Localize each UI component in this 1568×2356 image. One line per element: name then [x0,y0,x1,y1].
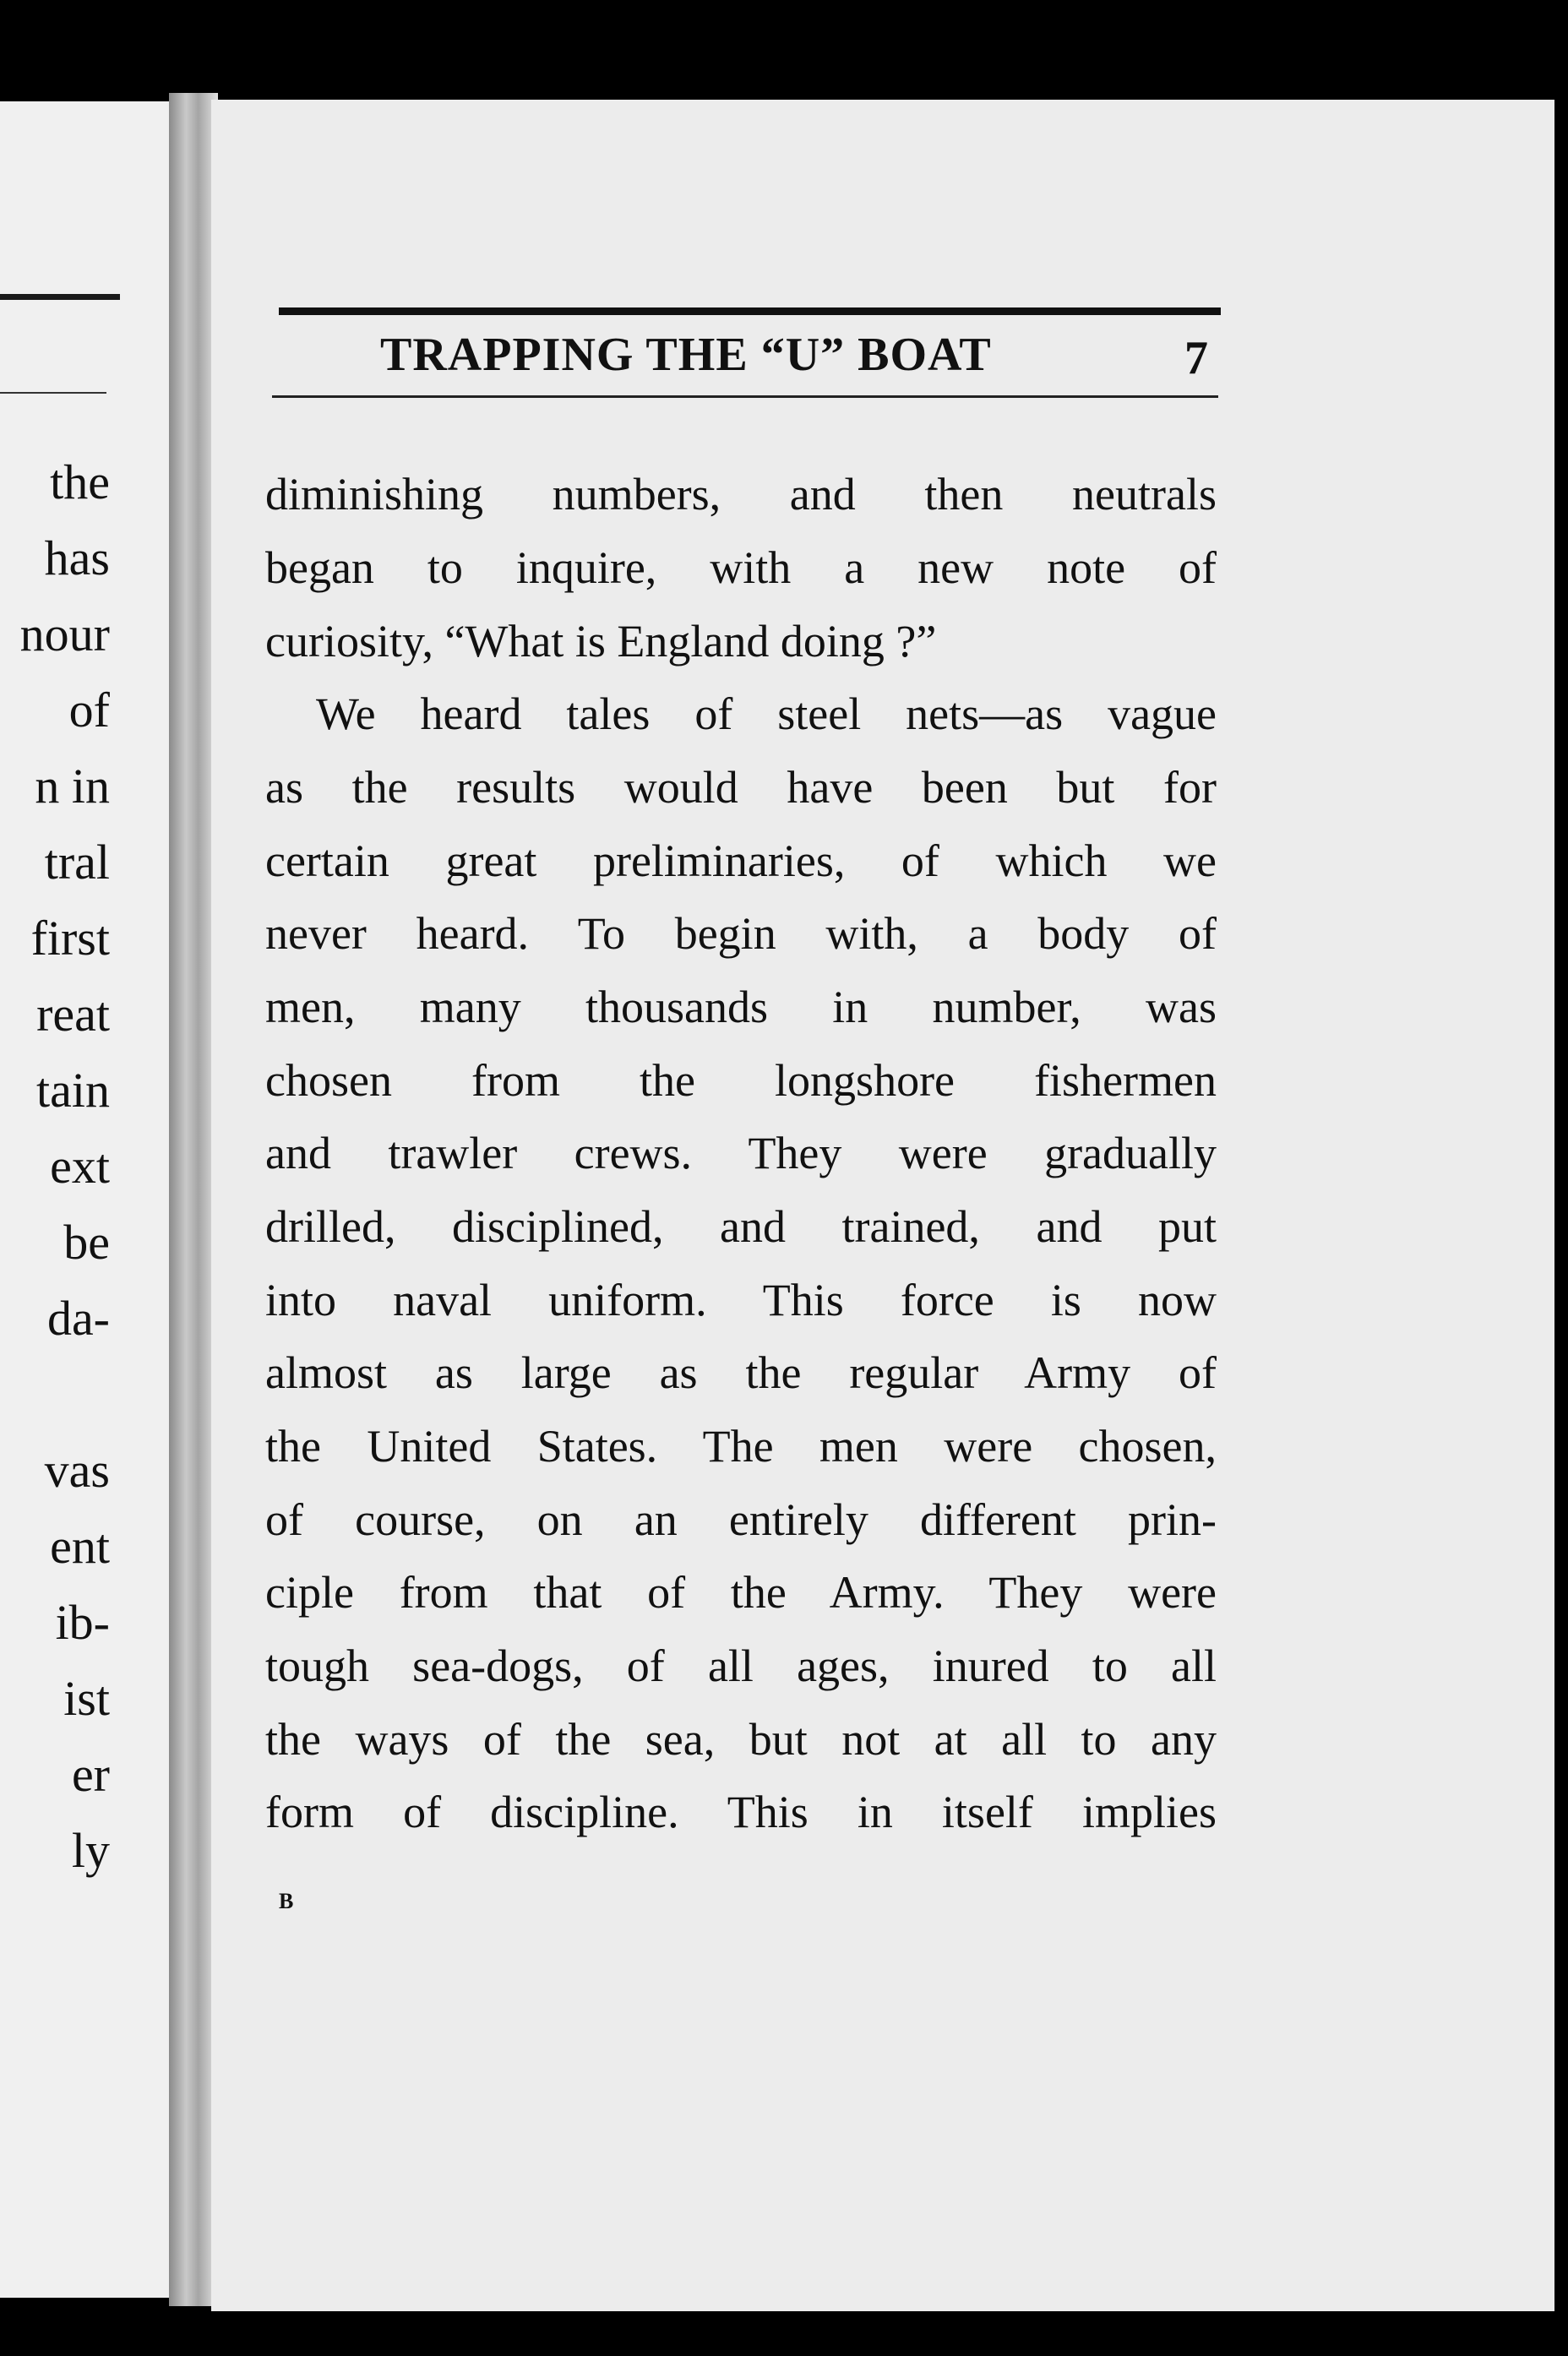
body-text-line: the United States. The men were chosen, [265,1421,1217,1472]
body-text-line: certain great preliminaries, of which we [265,835,1217,886]
header-rule-bottom [272,395,1218,398]
left-text-line: ext [50,1139,110,1194]
left-text-line: ent [50,1519,110,1574]
left-text-line: of [68,683,110,737]
body-text-line: and trawler crews. They were gradually [265,1128,1217,1178]
left-text-line: first [30,911,110,966]
left-text-line: has [44,531,110,585]
left-text-line: da- [46,1291,110,1346]
left-text-line: ist [63,1671,110,1726]
left-text-line: er [71,1747,110,1802]
body-text-line: drilled, disciplined, and trained, and put [265,1201,1217,1252]
body-text-line: chosen from the longshore fishermen [265,1055,1217,1106]
left-text-line: n in [35,759,110,813]
left-text-line: tain [36,1063,110,1118]
body-text-line: into naval uniform. This force is now [265,1275,1217,1325]
left-text-line: ib- [55,1595,110,1650]
body-text-line: almost as large as the regular Army of [265,1347,1217,1398]
left-header-underline [0,392,106,394]
body-text-line: curiosity, “What is England doing ?” [265,616,937,667]
body-text-line: ciple from that of the Army. They were [265,1567,1217,1618]
body-text-line: We heard tales of steel nets—as vague [316,688,1217,739]
body-text-line: the ways of the sea, but not at all to any [265,1714,1217,1765]
running-head: TRAPPING THE “U” BOAT [380,329,992,381]
body-text-line: tough sea-dogs, of all ages, inured to all [265,1640,1217,1691]
left-text-line: reat [36,987,110,1042]
left-text-line: ly [71,1823,110,1878]
left-page-fragment [0,101,190,2298]
left-text-line: nour [19,607,110,661]
body-text-line: of course, on an entirely different prin- [265,1494,1217,1545]
body-text-line: men, many thousands in number, was [265,982,1217,1032]
body-text-line: form of discipline. This in itself implies [265,1787,1217,1837]
left-text-line: the [50,454,110,509]
left-text-line: be [63,1215,110,1270]
page-number: 7 [1184,332,1208,384]
header-rule-top [279,307,1221,315]
body-text-line: never heard. To begin with, a body of [265,908,1217,959]
left-text-line: vas [44,1443,110,1498]
left-text-line: tral [44,835,110,890]
body-text-line: diminishing numbers, and then neutrals [265,469,1217,520]
body-text-line: began to inquire, with a new note of [265,542,1217,593]
left-header-rule [0,294,120,300]
signature-mark: B [279,1889,294,1913]
body-text-line: as the results would have been but for [265,762,1217,813]
